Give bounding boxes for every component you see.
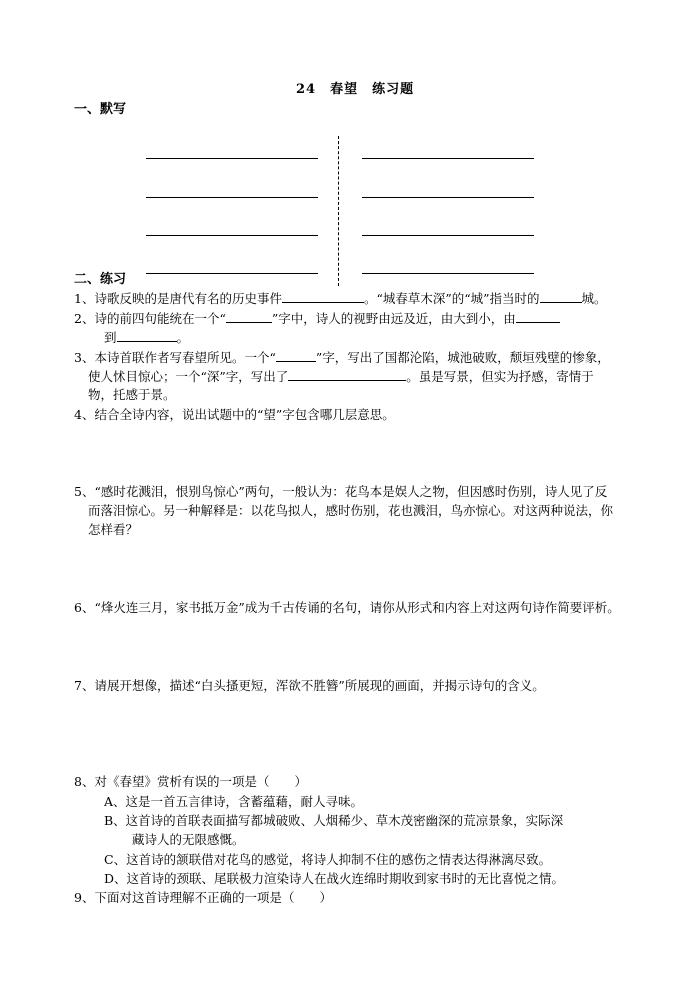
question-3-line3: 物，托感于景。: [88, 387, 176, 402]
option-a[interactable]: A、这是一首五言律诗，含蓄蕴藉，耐人寻味。: [104, 794, 364, 809]
dictation-line[interactable]: [362, 197, 534, 198]
option-d[interactable]: D、这首诗的颈联、尾联极力渲染诗人在战火连绵时期收到家书时的无比喜悦之情。: [104, 871, 565, 886]
question-6: 6、“烽火连三月，家书抵万金”成为千古传诵的名句，请你从形式和内容上对这两句诗作简要评析。: [74, 600, 620, 615]
question-2-line2: 到 。: [104, 330, 190, 345]
answer-blank[interactable]: [516, 309, 560, 323]
question-7: 7、请展开想像，描述“白头搔更短，浑欲不胜簪”所展现的画面，并揭示诗句的含义。: [74, 678, 545, 693]
answer-blank[interactable]: [540, 289, 582, 303]
question-2: 2、诗的前四句能统在一个“ ”字中，诗人的视野由远及近，由大到小，由: [74, 309, 560, 328]
question-4: 4、结合全诗内容，说出试题中的“望”字包含哪几层意思。: [74, 407, 395, 422]
answer-blank[interactable]: [282, 289, 364, 303]
question-5-line3: 怎样看？: [88, 522, 139, 537]
question-3: 3、本诗首联作者写春望所见。一个“ ”字，写出了国都沦陷，城池破败，颓垣残壁的惨象，: [74, 350, 610, 365]
dictation-line[interactable]: [146, 158, 318, 159]
answer-blank[interactable]: [226, 309, 272, 323]
option-b-line2: 藏诗人的无限感慨。: [132, 832, 245, 847]
section-heading-dictation: 一、默写: [74, 102, 127, 117]
section-heading-exercises: 二、练习: [74, 272, 127, 287]
option-b[interactable]: B、这首诗的首联表面描写都城破败、人烟稀少、草木茂密幽深的荒凉景象，实际深: [104, 813, 564, 828]
dashed-divider: [338, 136, 339, 286]
dictation-line[interactable]: [146, 235, 318, 236]
page-title: 24 春望 练习题: [296, 82, 415, 97]
dictation-line[interactable]: [362, 158, 534, 159]
answer-blank[interactable]: [288, 367, 406, 381]
option-c[interactable]: C、这首诗的颔联借对花鸟的感觉，将诗人抑制不住的感伤之情表达得淋漓尽致。: [104, 852, 552, 867]
question-8: 8、对《春望》赏析有误的一项是（ ）: [74, 774, 307, 789]
question-1: 1、诗歌反映的是唐代有名的历史事件 。“城春草木深”的“城”指当时的 城。: [74, 291, 607, 306]
dictation-line[interactable]: [146, 197, 318, 198]
question-9: 9、下面对这首诗理解不正确的一项是（ ）: [74, 890, 332, 905]
answer-blank[interactable]: [276, 348, 316, 362]
question-5-line2: 而落泪惊心。另一种解释是：以花鸟拟人，感时伤别，花也溅泪，鸟亦惊心。对这两种说法，你: [88, 503, 614, 518]
dictation-line[interactable]: [362, 273, 534, 274]
dictation-line[interactable]: [146, 273, 318, 274]
question-5: 5、“感时花溅泪，恨别鸟惊心”两句，一般认为：花鸟本是娱人之物，但因感时伤别，诗人见了反: [74, 484, 608, 499]
dictation-line[interactable]: [362, 235, 534, 236]
question-3-line2: 使人怵目惊心；一个“深”字，写出了 。虽是写景，但实为抒感，寄情于: [88, 369, 594, 384]
answer-blank[interactable]: [117, 328, 177, 342]
